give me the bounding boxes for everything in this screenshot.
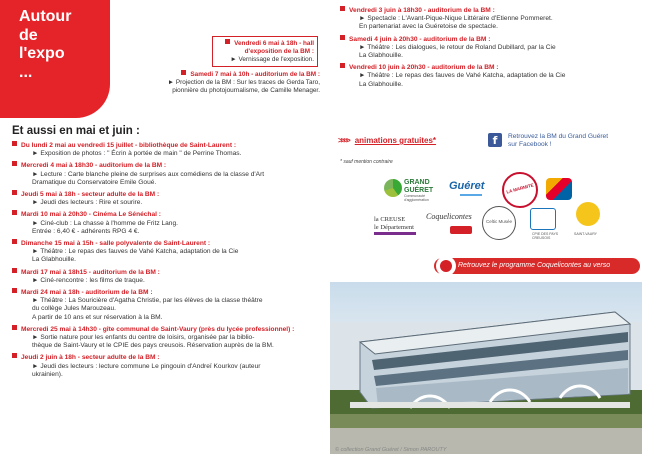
event-item [340, 35, 640, 61]
gueret-logo [446, 176, 494, 202]
vernissage-line: ► Vernissage de l'exposition. [230, 56, 314, 63]
event-line: ► Théâtre : La Souricière d'Agatha Christie, par les élèves de la classe théâtre [32, 297, 263, 305]
grand-gueret-name: GRAND GUÉRET [404, 179, 434, 194]
grand-gueret-logo [382, 176, 440, 202]
gueret-name: Guéret [449, 180, 485, 192]
event-item [12, 161, 317, 187]
event-item [12, 353, 317, 379]
event-item [12, 325, 317, 351]
bullet-square-icon [12, 268, 17, 273]
cpie-logo [526, 206, 562, 240]
samedi7-heading-text: Samedi 7 mai à 10h - auditorium de la BM : [190, 71, 320, 78]
grand-gueret-emblem-icon [384, 179, 402, 197]
creuse-line-2: le Département [374, 224, 414, 231]
cpie-name: CPIE DES PAYS CREUSOIS [532, 232, 559, 240]
event-line: La Glabhouille. [32, 256, 76, 264]
event-item [12, 190, 317, 207]
title-block [0, 0, 110, 118]
event-item [12, 141, 317, 158]
event-heading-text: Mardi 17 mai à 18h15 - auditorium de la BM : [21, 268, 160, 276]
event-heading-text: Du lundi 2 mai au vendredi 15 juillet - bibliothèque de Saint-Laurent : [21, 142, 237, 149]
event-line: ► Jeudi des lecteurs : Rire et sourire. [32, 199, 143, 207]
event-heading-text: Jeudi 5 mai à 18h - secteur adulte de la BM : [21, 191, 160, 199]
event-heading [12, 141, 317, 150]
samedi7-line-0: ► Projection de la BM : Sur les traces de Gerda Taro, [167, 79, 320, 86]
event-item [12, 210, 317, 236]
event-heading [12, 353, 317, 362]
event-heading-text: Mercredi 4 mai à 18h30 - auditorium de la BM : [21, 162, 167, 170]
footnote: * sauf mention contraire [340, 159, 393, 165]
saint-vaury-logo [570, 200, 606, 242]
event-heading [340, 6, 640, 15]
event-line: du collège Jules Marouzeau. [32, 305, 116, 313]
event-heading-text: Mardi 10 mai à 20h30 - Cinéma Le Sénéchal : [21, 211, 161, 219]
bullet-square-icon [12, 353, 17, 358]
event-heading [340, 63, 640, 72]
bullet-square-icon [181, 70, 186, 75]
event-line: En partenariat avec la Guéretoise de spectacle. [359, 23, 498, 31]
coquelicontes-name: Coquelicontes [426, 212, 472, 221]
gueret-underline [460, 194, 482, 196]
celtic-musee-name: Celtic Musée [486, 219, 513, 224]
event-heading-text: Vendredi 3 juin à 18h30 - auditorium de la BM : [349, 7, 495, 14]
animations-label: animations gratuites* [354, 136, 437, 145]
event-line: ► Théâtre : Les dialogues, le retour de Roland Dubillard, par la Cie [359, 43, 556, 51]
vernissage-heading-text: Vendredi 6 mai à 18h - hall d'exposition de la BM : [234, 40, 314, 55]
colored-logo [544, 175, 574, 203]
event-line: Dramatique du Conservatoire Emile Goué. [32, 178, 157, 186]
double-arrow-icon: >>>> [338, 136, 349, 145]
event-line: ► Ciné-club : La chasse à l'homme de Fritz Lang. [32, 219, 178, 227]
event-heading [12, 210, 317, 219]
grand-gueret-sub: Communauté d'agglomération [404, 194, 429, 202]
facebook-link[interactable]: Retrouvez la BM du Grand Guéret sur Facebook ! [508, 133, 609, 149]
vernissage-heading [217, 39, 314, 56]
event-item [340, 6, 640, 32]
bullet-square-icon [12, 161, 17, 166]
sun-icon [576, 202, 600, 226]
bullet-square-icon [12, 239, 17, 244]
cpie-emblem-icon [530, 208, 556, 230]
event-heading [12, 239, 317, 248]
event-item [340, 63, 640, 89]
marmite-name: LA MARMITE [505, 182, 535, 195]
event-line: ► Exposition de photos : " Écrin à portée de main " de Perrine Thomas. [32, 150, 242, 158]
event-line: A partir de 10 ans et sur réservation à la BM. [32, 313, 163, 321]
event-item [12, 268, 317, 285]
facebook-icon[interactable]: f [488, 133, 502, 147]
event-heading-text: Jeudi 2 juin à 18h - secteur adulte de la BM : [21, 354, 160, 362]
bullet-square-icon [225, 39, 230, 44]
event-heading-text: Dimanche 15 mai à 15h - salle polyvalente de Saint-Laurent : [21, 240, 211, 248]
animations-note [338, 136, 436, 145]
event-heading [340, 35, 640, 44]
poppy-icon [436, 256, 456, 276]
banner-text: Retrouvez le programme Coquelicontes au verso [458, 262, 611, 269]
event-line: ► Théâtre : Le repas des fauves de Vahé Katcha, adaptation de la Cie [32, 248, 239, 256]
event-line: ► Jeudi des lecteurs : lecture commune Le pingouin d'Andreï Kourkov (auteur [32, 362, 261, 370]
coquelicontes-badge [450, 226, 472, 234]
creuse-line-1: la CREUSE [374, 216, 406, 223]
event-heading [12, 325, 317, 334]
left-event-list [12, 141, 317, 382]
samedi7-event [140, 70, 320, 95]
samedi7-line-1: pionnière du photojournalisme, de Camille Menager. [172, 87, 320, 94]
event-line: ► Théâtre : Le repas des fauves de Vahé Katcha, adaptation de la Cie [359, 72, 566, 80]
vernissage-line-text: Vernissage de l'exposition. [238, 56, 314, 63]
event-heading [12, 268, 317, 277]
event-heading [12, 288, 317, 297]
creuse-department-logo [372, 210, 420, 238]
event-heading-text: Vendredi 10 juin à 20h30 - auditorium de la BM : [349, 64, 499, 72]
right-event-list [340, 6, 640, 92]
event-line: ► Spectacle : L'Avant-Pique-Nique Littéraire d'Etienne Pommeret. [359, 15, 553, 23]
library-building-photo [330, 282, 642, 454]
event-heading [12, 161, 317, 170]
building-illustration [330, 282, 642, 454]
coquelicontes-logo [424, 206, 476, 240]
event-line: La Glabhouille. [359, 80, 403, 88]
event-item [12, 288, 317, 322]
saint-vaury-name: SAINT-VAURY [574, 232, 598, 236]
event-line: Entrée : 6,40 € - adhérents RPG 4 €. [32, 227, 140, 235]
event-line: ukrainien). [32, 370, 63, 378]
bullet-square-icon [340, 6, 345, 11]
event-heading-text: Mercredi 25 mai à 14h30 - gîte communal de Saint-Vaury (près du lycée professionnel) : [21, 325, 295, 333]
bullet-square-icon [12, 190, 17, 195]
section-heading: Et aussi en mai et juin : [12, 125, 140, 137]
event-item [12, 239, 317, 265]
bullet-square-icon [12, 288, 17, 293]
event-heading [12, 190, 317, 199]
event-line: thèque de Saint-Vaury et le CPIE des pays creusois. Réservation auprès de la BM. [32, 342, 274, 350]
event-line: ► Sortie nature pour les enfants du centre de loisirs, organisée par la biblio- [32, 334, 255, 342]
celtic-musee-logo [480, 204, 520, 244]
bullet-square-icon [340, 63, 345, 68]
samedi7-heading [140, 70, 320, 79]
samedi7-line-0-text: Projection de la BM : Sur les traces de Gerda Taro, [175, 79, 320, 86]
event-line: ► Ciné-rencontre : les films de traque. [32, 276, 145, 284]
event-heading-text: Mardi 24 mai à 18h - auditorium de la BM : [21, 289, 153, 297]
bullet-square-icon [12, 141, 17, 146]
bullet-square-icon [340, 35, 345, 40]
event-line: La Glabhouille. [359, 52, 403, 60]
page-title: Autour de l'expo ... [19, 8, 72, 81]
creuse-bar [374, 232, 416, 235]
bullet-square-icon [12, 325, 17, 330]
event-heading-text: Samedi 4 juin à 20h30 - auditorium de la BM : [349, 35, 491, 43]
bullet-square-icon [12, 210, 17, 215]
photo-credit: © collection Grand Guéret / Simon PAROUTY [335, 447, 447, 453]
colored-emblem-icon [546, 178, 572, 200]
event-line: ► Lecture : Carte blanche pleine de surprises aux comédiens de la classe d'Art [32, 170, 265, 178]
vernissage-box [212, 36, 318, 67]
